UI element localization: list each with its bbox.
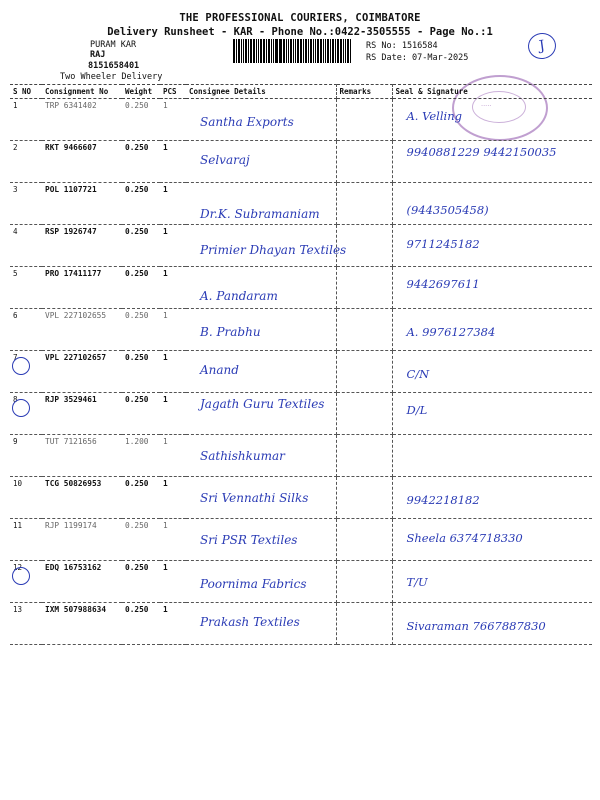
col-consignment-header: Consignment No [42, 85, 122, 99]
row-sno: 7 [10, 351, 42, 393]
row-consignee-cell [186, 183, 336, 225]
row-consignment-no: RKT 9466607 [42, 141, 122, 183]
row-sno: 1 [10, 99, 42, 141]
row-signature: 9442697611 [406, 277, 480, 291]
row-weight: 0.250 [122, 183, 160, 225]
row-remarks [336, 267, 392, 309]
row-signature-cell [392, 477, 592, 519]
row-signature: 9711245182 [406, 237, 480, 251]
table-row [10, 477, 592, 519]
row-pcs: 1 [160, 477, 186, 519]
col-sno-header: S NO [10, 85, 42, 99]
row-consignment-no: VPL 227102657 [42, 351, 122, 393]
circle-mark [12, 567, 30, 585]
row-consignee-cell [186, 141, 336, 183]
row-weight: 0.250 [122, 267, 160, 309]
row-weight: 0.250 [122, 141, 160, 183]
row-weight: 0.250 [122, 561, 160, 603]
row-sno: 4 [10, 225, 42, 267]
row-consignee-name: Sri PSR Textiles [200, 533, 298, 547]
row-consignee-cell [186, 225, 347, 267]
row-weight: 0.250 [122, 309, 160, 351]
row-consignment-no: TUT 7121656 [42, 435, 122, 477]
agent-phone: 8151658401 [88, 61, 140, 71]
row-remarks [336, 99, 392, 141]
table-row [10, 267, 592, 309]
row-sno: 3 [10, 183, 42, 225]
row-signature-cell [392, 351, 592, 393]
rs-date: RS Date: 07-Mar-2025 [366, 53, 469, 63]
row-signature: D/L [406, 403, 428, 417]
row-consignee-name: Selvaraj [200, 153, 250, 167]
row-signature-cell [392, 561, 592, 603]
row-consignee-name: Sathishkumar [200, 449, 285, 463]
row-pcs: 1 [160, 225, 186, 267]
runsheet-subtitle: Delivery Runsheet - KAR - Phone No.:0422-3505555 - Page No.:1 [107, 26, 493, 38]
table-row [10, 603, 592, 645]
row-pcs: 1 [160, 141, 186, 183]
row-signature: A. 9976127384 [406, 325, 496, 339]
row-signature-cell [392, 393, 592, 435]
row-consignee-cell [186, 351, 336, 393]
row-weight: 1.200 [122, 435, 160, 477]
row-pcs: 1 [160, 183, 186, 225]
row-signature: 9942218182 [406, 493, 480, 507]
row-remarks [336, 183, 392, 225]
row-consignee-cell [186, 99, 336, 141]
runsheet-table [10, 84, 592, 645]
row-signature-cell [392, 309, 592, 351]
table-row [10, 519, 592, 561]
circle-mark [12, 399, 30, 417]
row-consignment-no: TCG 50826953 [42, 477, 122, 519]
table-row [10, 141, 592, 183]
row-consignee-name: B. Prabhu [200, 325, 261, 339]
col-pcs-header: PCS [160, 85, 186, 99]
row-consignee-name: Anand [200, 363, 239, 377]
row-sno: 13 [10, 603, 42, 645]
row-remarks [336, 351, 392, 393]
row-weight: 0.250 [122, 603, 160, 645]
row-consignee-name: Primier Dhayan Textiles [200, 243, 347, 257]
company-seal-stamp: ····· [452, 75, 548, 141]
row-remarks [336, 393, 392, 435]
row-sno: 12 [10, 561, 42, 603]
table-row [10, 561, 592, 603]
row-consignment-no: RSP 1926747 [42, 225, 122, 267]
row-signature-cell [392, 603, 592, 645]
row-remarks [336, 477, 392, 519]
col-consignee-header: Consignee Details [186, 85, 336, 99]
row-signature: 9940881229 9442150035 [406, 145, 557, 159]
col-remarks-header: Remarks [336, 85, 392, 99]
row-pcs: 1 [160, 393, 186, 435]
row-consignee-cell [186, 519, 336, 561]
row-consignment-no: PRO 17411177 [42, 267, 122, 309]
row-signature-cell [392, 183, 592, 225]
row-consignee-name: Poornima Fabrics [200, 577, 307, 591]
row-signature: (9443505458) [406, 203, 489, 217]
row-signature-cell [392, 435, 592, 477]
row-consignee-name: Jagath Guru Textiles [200, 397, 325, 411]
row-consignee-cell [186, 267, 336, 309]
row-sno: 2 [10, 141, 42, 183]
row-weight: 0.250 [122, 225, 160, 267]
table-row [10, 393, 592, 435]
row-weight: 0.250 [122, 99, 160, 141]
row-pcs: 1 [160, 603, 186, 645]
row-signature-cell [392, 519, 592, 561]
row-signature-cell [392, 267, 592, 309]
row-consignment-no: POL 1107721 [42, 183, 122, 225]
row-weight: 0.250 [122, 351, 160, 393]
row-signature: Sheela 6374718330 [406, 531, 523, 545]
branch-label: PURAM KAR [90, 40, 137, 50]
col-signature-header: Seal & Signature [392, 85, 592, 99]
row-sno: 10 [10, 477, 42, 519]
row-remarks [336, 309, 392, 351]
row-signature: Sivaraman 7667887830 [406, 619, 546, 633]
row-remarks [336, 225, 392, 267]
row-signature-cell [392, 99, 592, 141]
row-pcs: 1 [160, 309, 186, 351]
row-consignee-cell [186, 561, 336, 603]
circle-mark [12, 357, 30, 375]
row-signature-cell [392, 225, 592, 267]
row-remarks [336, 141, 392, 183]
row-signature: T/U [406, 575, 428, 589]
row-consignment-no: VPL 227102655 [42, 309, 122, 351]
row-sno: 8 [10, 393, 42, 435]
table-row [10, 225, 592, 267]
row-remarks [336, 603, 392, 645]
table-row [10, 435, 592, 477]
row-consignee-cell [186, 309, 336, 351]
table-row [10, 99, 592, 141]
barcode [233, 39, 351, 63]
rs-number: RS No: 1516584 [366, 41, 438, 51]
row-consignee-cell [186, 393, 336, 435]
row-consignee-name: A. Pandaram [200, 289, 278, 303]
table-header-row [10, 85, 592, 99]
row-sno: 6 [10, 309, 42, 351]
row-consignment-no: RJP 3529461 [42, 393, 122, 435]
row-consignment-no: RJP 1199174 [42, 519, 122, 561]
row-weight: 0.250 [122, 519, 160, 561]
row-consignment-no: IXM 507988634 [42, 603, 122, 645]
col-weight-header: Weight [122, 85, 160, 99]
row-consignee-name: Sri Vennathi Silks [200, 491, 309, 505]
vehicle-type: Two Wheeler Delivery [60, 72, 163, 82]
row-sno: 11 [10, 519, 42, 561]
row-consignee-name: Santha Exports [200, 115, 294, 129]
table-row [10, 309, 592, 351]
row-remarks [336, 435, 392, 477]
row-pcs: 1 [160, 519, 186, 561]
row-sno: 5 [10, 267, 42, 309]
row-consignee-cell [186, 435, 336, 477]
row-pcs: 1 [160, 561, 186, 603]
row-remarks [336, 519, 392, 561]
table-row [10, 183, 592, 225]
row-consignee-cell [186, 477, 336, 519]
row-pcs: 1 [160, 99, 186, 141]
row-weight: 0.250 [122, 477, 160, 519]
row-remarks [336, 561, 392, 603]
row-signature: A. Velling [406, 109, 462, 123]
row-consignee-cell [186, 603, 336, 645]
row-consignment-no: EDQ 16753162 [42, 561, 122, 603]
row-consignee-name: Prakash Textiles [200, 615, 300, 629]
row-consignment-no: TRP 6341402 [42, 99, 122, 141]
agent-name: RAJ [90, 50, 106, 60]
row-sno: 9 [10, 435, 42, 477]
handwritten-mark: J [526, 31, 557, 61]
row-pcs: 1 [160, 351, 186, 393]
row-signature-cell [392, 141, 592, 183]
row-weight: 0.250 [122, 393, 160, 435]
table-row [10, 351, 592, 393]
row-consignee-name: Dr.K. Subramaniam [200, 207, 320, 221]
row-pcs: 1 [160, 267, 186, 309]
row-pcs: 1 [160, 435, 186, 477]
row-signature: C/N [406, 367, 430, 381]
company-title: THE PROFESSIONAL COURIERS, COIMBATORE [179, 12, 421, 24]
